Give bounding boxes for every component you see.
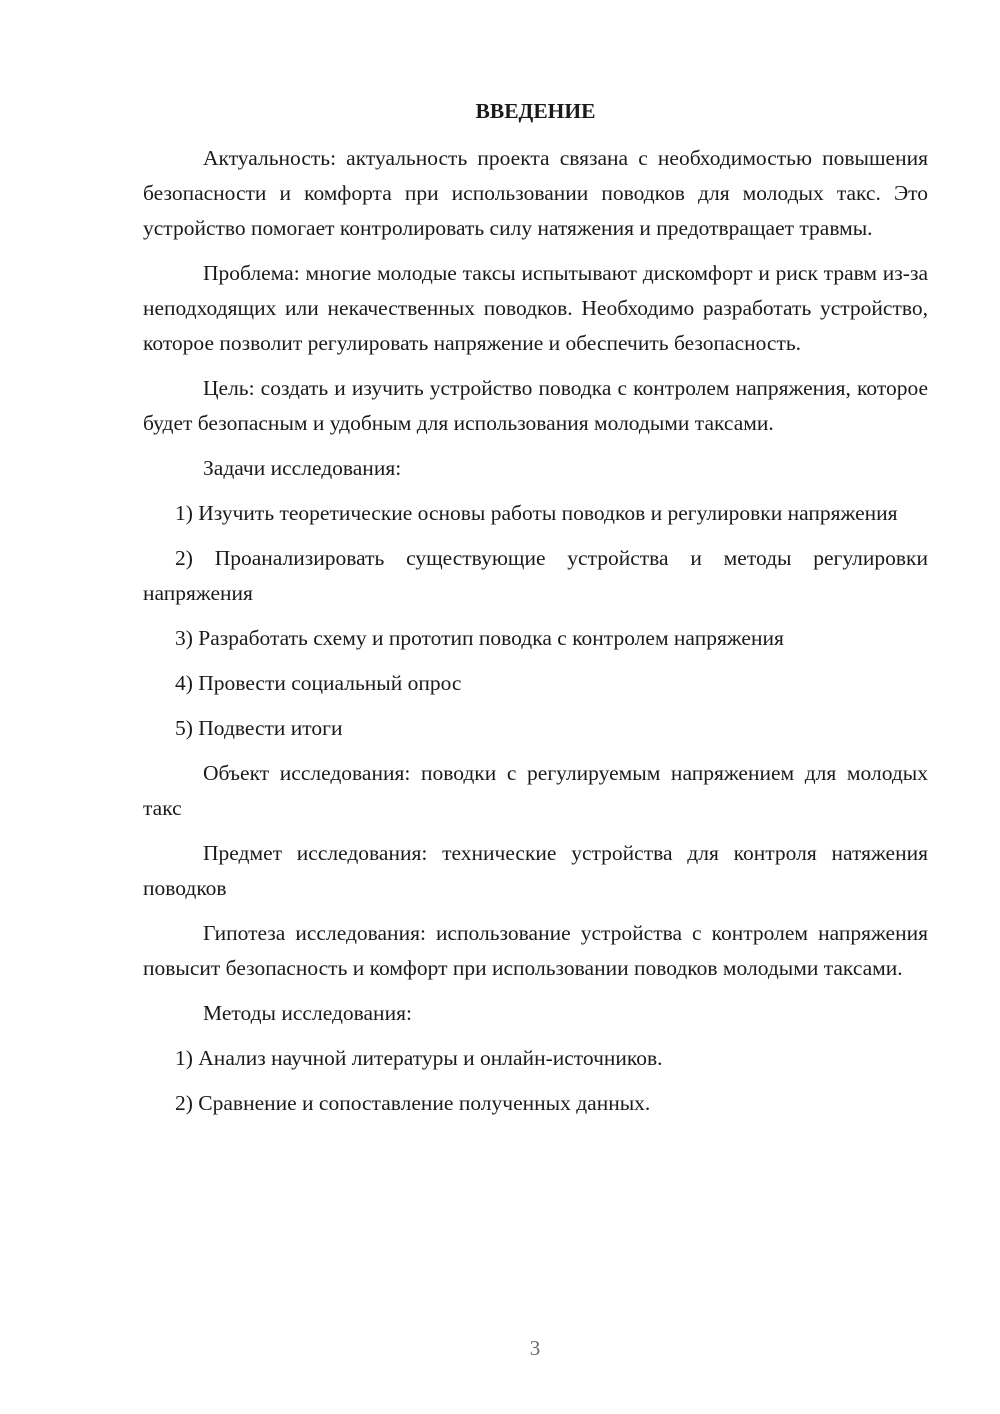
page-content	[143, 94, 928, 1131]
page-title: ВВЕДЕНИЕ	[475, 99, 596, 123]
task-item: 5) Подвести итоги	[175, 716, 343, 740]
goal-paragraph: Цель: создать и изучить устройство поводка с контролем напряжения, которое будет безопасным и удобным для использования молодыми таксами.	[143, 376, 928, 435]
task-item: 2) Проанализировать существующие устройства и методы регулировки напряжения	[143, 546, 928, 605]
task-item: 3) Разработать схему и прототип поводка с контролем напряжения	[175, 626, 784, 650]
methods-heading: Методы исследования:	[203, 1001, 412, 1025]
task-item: 1) Изучить теоретические основы работы поводков и регулировки напряжения	[175, 501, 898, 525]
task-item: 4) Провести социальный опрос	[175, 671, 462, 695]
object-paragraph: Объект исследования: поводки с регулируемым напряжением для молодых такс	[143, 761, 928, 820]
method-item: 2) Сравнение и сопоставление полученных данных.	[175, 1091, 651, 1115]
relevance-paragraph: Актуальность: актуальность проекта связана с необходимостью повышения безопасности и комфорта при использовании поводков для молодых такс. Это устройство помогает контролировать силу натяжения и предотвращает травмы.	[143, 146, 928, 240]
hypothesis-paragraph: Гипотеза исследования: использование устройства с контролем напряжения повысит безопасность и комфорт при использовании поводков молодыми таксами.	[143, 921, 928, 980]
method-item: 1) Анализ научной литературы и онлайн-источников.	[175, 1046, 663, 1070]
subject-paragraph: Предмет исследования: технические устройства для контроля натяжения поводков	[143, 841, 928, 900]
page-number: 3	[529, 1336, 541, 1360]
tasks-heading: Задачи исследования:	[203, 456, 402, 480]
problem-paragraph: Проблема: многие молодые таксы испытывают дискомфорт и риск травм из-за неподходящих или некачественных поводков. Необходимо разработать устройство, которое позволит регулировать напряжение и обеспечить безопасность.	[143, 261, 928, 355]
